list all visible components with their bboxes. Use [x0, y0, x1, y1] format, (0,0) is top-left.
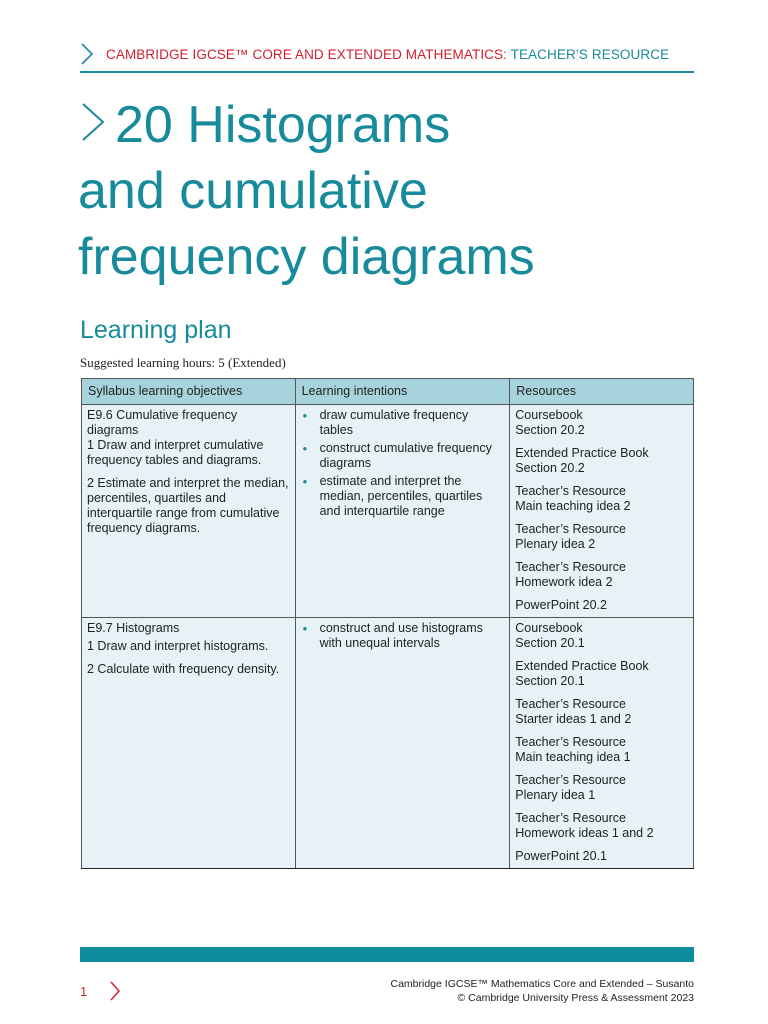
footer-bar	[80, 947, 694, 962]
resources-cell	[510, 618, 694, 869]
resource-title: Teacher’s Resource	[515, 560, 626, 574]
bullet-icon: •	[302, 474, 308, 489]
suggested-hours: Suggested learning hours: 5 (Extended)	[80, 355, 286, 370]
resource-item	[515, 598, 688, 613]
resource-detail: Section 20.2	[515, 461, 585, 475]
column-header: Syllabus learning objectives	[82, 379, 296, 405]
resource-item	[515, 560, 688, 590]
resource-title: Teacher’s Resource	[515, 484, 626, 498]
objectives-cell	[82, 618, 296, 869]
resource-title: Extended Practice Book	[515, 659, 649, 673]
bullet-icon: •	[302, 621, 308, 636]
resource-item	[515, 621, 688, 651]
objective-item: 2 Calculate with frequency density.	[87, 662, 280, 676]
column-header: Learning intentions	[295, 379, 510, 405]
list-item	[301, 621, 505, 651]
resource-detail: Homework idea 2	[515, 575, 613, 589]
resource-item	[515, 484, 688, 514]
resource-title: PowerPoint 20.2	[515, 598, 607, 612]
header-divider	[80, 71, 694, 73]
resource-detail: Section 20.2	[515, 423, 585, 437]
objective-title: E9.7 Histograms	[87, 621, 180, 635]
resource-title: PowerPoint 20.1	[515, 849, 607, 863]
resource-item	[515, 735, 688, 765]
chevron-right-icon	[109, 981, 121, 1001]
page-number: 1	[80, 984, 88, 999]
intention-text: estimate and interpret the median, percentiles, quartiles and interquartile range	[319, 474, 483, 518]
chevron-right-icon	[80, 43, 94, 65]
header-title-resource: TEACHER’S RESOURCE	[510, 47, 670, 62]
objectives-cell	[82, 405, 296, 618]
resource-title: Teacher’s Resource	[515, 773, 626, 787]
resource-detail: Starter ideas 1 and 2	[515, 712, 632, 726]
resource-title: Coursebook	[515, 408, 583, 422]
header-title-book: CAMBRIDGE IGCSE™ CORE AND EXTENDED MATHEMATICS:	[106, 47, 511, 62]
resource-detail: Section 20.1	[515, 674, 585, 688]
table-header-row	[82, 379, 694, 405]
objective-item: 1 Draw and interpret histograms.	[87, 639, 269, 653]
chapter-title-line-1: 20 Histograms	[115, 96, 451, 154]
intention-text: construct and use histograms with unequal intervals	[319, 621, 483, 650]
bullet-icon: •	[302, 441, 308, 456]
intentions-list	[301, 408, 505, 519]
resource-item	[515, 408, 688, 438]
section-heading: Learning plan	[80, 316, 232, 344]
resource-detail: Plenary idea 1	[515, 788, 596, 802]
footer-copyright: © Cambridge University Press & Assessment 2023	[457, 991, 694, 1004]
header-title	[106, 47, 669, 62]
resource-item	[515, 446, 688, 476]
resource-detail: Section 20.1	[515, 636, 585, 650]
resource-title: Teacher’s Resource	[515, 811, 626, 825]
intentions-cell	[295, 618, 510, 869]
intentions-cell	[295, 405, 510, 618]
page-header	[80, 40, 694, 70]
list-item	[301, 441, 505, 471]
objective-title: E9.6 Cumulative frequency diagrams	[87, 408, 238, 437]
resource-item	[515, 522, 688, 552]
resource-detail: Plenary idea 2	[515, 537, 596, 551]
intention-text: draw cumulative frequency tables	[319, 408, 469, 437]
resource-item	[515, 811, 688, 841]
objective-item: 2 Estimate and interpret the median, percentiles, quartiles and interquartile range from cumulative frequency diagrams.	[87, 476, 289, 535]
footer-book-title: Cambridge IGCSE™ Mathematics Core and Extended – Susanto	[390, 978, 694, 990]
resource-title: Teacher’s Resource	[515, 522, 626, 536]
resource-detail: Main teaching idea 2	[515, 499, 631, 513]
resource-title: Coursebook	[515, 621, 583, 635]
list-item	[301, 408, 505, 438]
footer-credits	[391, 978, 695, 1005]
list-item	[301, 474, 505, 519]
column-header: Resources	[510, 379, 694, 405]
table-row	[82, 618, 694, 869]
resource-item	[515, 849, 688, 864]
objective-item: 1 Draw and interpret cumulative frequency tables and diagrams.	[87, 438, 264, 467]
learning-plan-table	[81, 378, 694, 869]
chapter-title-line-3: frequency diagrams	[78, 228, 535, 286]
resource-detail: Main teaching idea 1	[515, 750, 631, 764]
intention-text: construct cumulative frequency diagrams	[319, 441, 492, 470]
resource-item	[515, 659, 688, 689]
resources-cell	[510, 405, 694, 618]
resource-item	[515, 773, 688, 803]
table-row	[82, 405, 694, 618]
resource-title: Teacher’s Resource	[515, 735, 626, 749]
resource-title: Teacher’s Resource	[515, 697, 626, 711]
resource-title: Extended Practice Book	[515, 446, 649, 460]
chapter-title	[78, 92, 718, 290]
resource-detail: Homework ideas 1 and 2	[515, 826, 654, 840]
resource-item	[515, 697, 688, 727]
intentions-list	[301, 621, 505, 651]
bullet-icon: •	[302, 408, 308, 423]
chapter-title-line-2: and cumulative	[78, 162, 428, 220]
chevron-right-icon	[80, 102, 106, 142]
